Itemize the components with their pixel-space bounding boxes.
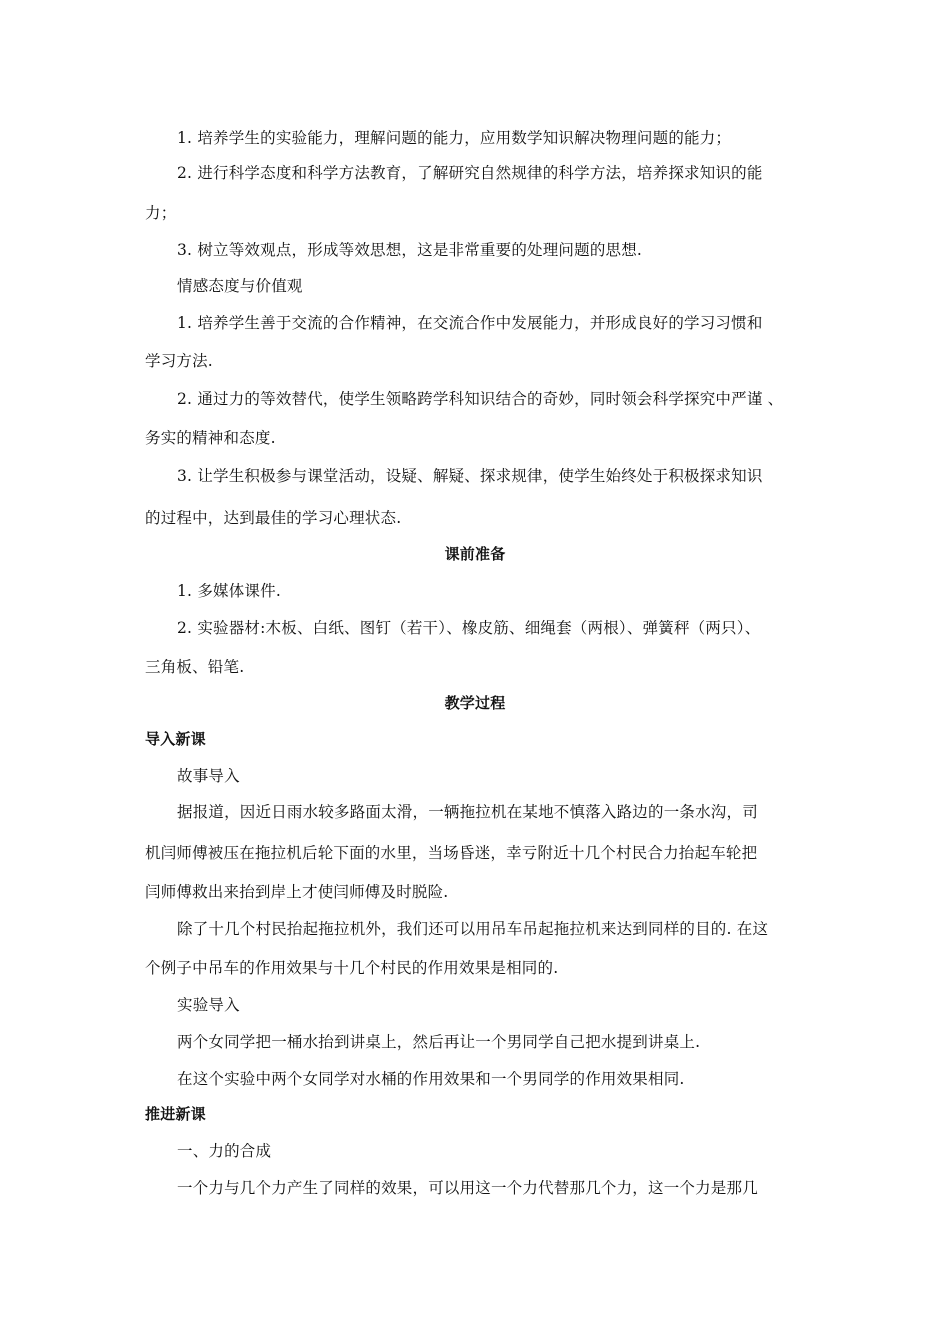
preparation-item-1: 1. 多媒体课件. (177, 582, 281, 600)
story-line-1: 据报道，因近日雨水较多路面太滑，一辆拖拉机在某地不慎落入路边的一条水沟，司 (177, 803, 758, 821)
ability-item-1: 1. 培养学生的实验能力，理解问题的能力，应用数学知识解决物理问题的能力； (177, 129, 732, 147)
advance-heading: 推进新课 (145, 1105, 206, 1123)
ability-item-2-cont: 力； (145, 204, 177, 222)
emotion-item-3-cont: 的过程中，达到最佳的学习心理状态. (145, 509, 402, 527)
story-title: 故事导入 (177, 767, 240, 785)
emotion-item-2-cont: 务实的精神和态度. (145, 429, 276, 447)
story-line-3: 闫师傅救出来抬到岸上才使闫师傅及时脱险. (145, 883, 449, 901)
preparation-item-2: 2. 实验器材:木板、白纸、图钉（若干）、橡皮筋、细绳套（两根）、弹簧秤（两只）、 (177, 619, 761, 637)
experiment-title: 实验导入 (177, 996, 240, 1014)
preparation-item-2-cont: 三角板、铅笔. (145, 658, 245, 676)
emotion-item-1-cont: 学习方法. (145, 352, 213, 370)
ability-item-2: 2. 进行科学态度和科学方法教育，了解研究自然规律的科学方法，培养探求知识的能 (177, 164, 763, 182)
experiment-line-1: 两个女同学把一桶水抬到讲桌上，然后再让一个男同学自己把水提到讲桌上. (177, 1033, 701, 1051)
emotion-item-2: 2. 通过力的等效替代，使学生领略跨学科知识结合的奇妙，同时领会科学探究中严谨 、 (177, 390, 784, 408)
story-line-2: 机闫师傅被压在拖拉机后轮下面的水里，当场昏迷，幸亏附近十几个村民合力抬起车轮把 (145, 844, 758, 862)
emotion-item-3: 3. 让学生积极参与课堂活动，设疑、解疑、探求规律，使学生始终处于积极探求知识 (177, 467, 763, 485)
emotion-item-1: 1. 培养学生善于交流的合作精神，在交流合作中发展能力，并形成良好的学习习惯和 (177, 314, 763, 332)
intro-heading: 导入新课 (145, 730, 206, 748)
section-1-line-1: 一个力与几个力产生了同样的效果，可以用这一个力代替那几个力，这一个力是那几 (177, 1179, 758, 1197)
process-title: 教学过程 (444, 694, 506, 712)
section-1-title: 一、力的合成 (177, 1142, 272, 1160)
story2-line-1: 除了十几个村民抬起拖拉机外，我们还可以用吊车吊起拖拉机来达到同样的目的. 在这 (177, 920, 769, 938)
experiment-line-2: 在这个实验中两个女同学对水桶的作用效果和一个男同学的作用效果相同. (177, 1070, 685, 1088)
story2-line-2: 个例子中吊车的作用效果与十几个村民的作用效果是相同的. (145, 959, 559, 977)
preparation-title: 课前准备 (444, 545, 506, 563)
ability-item-3: 3. 树立等效观点，形成等效思想，这是非常重要的处理问题的思想. (177, 241, 643, 259)
emotion-title: 情感态度与价值观 (177, 277, 303, 295)
